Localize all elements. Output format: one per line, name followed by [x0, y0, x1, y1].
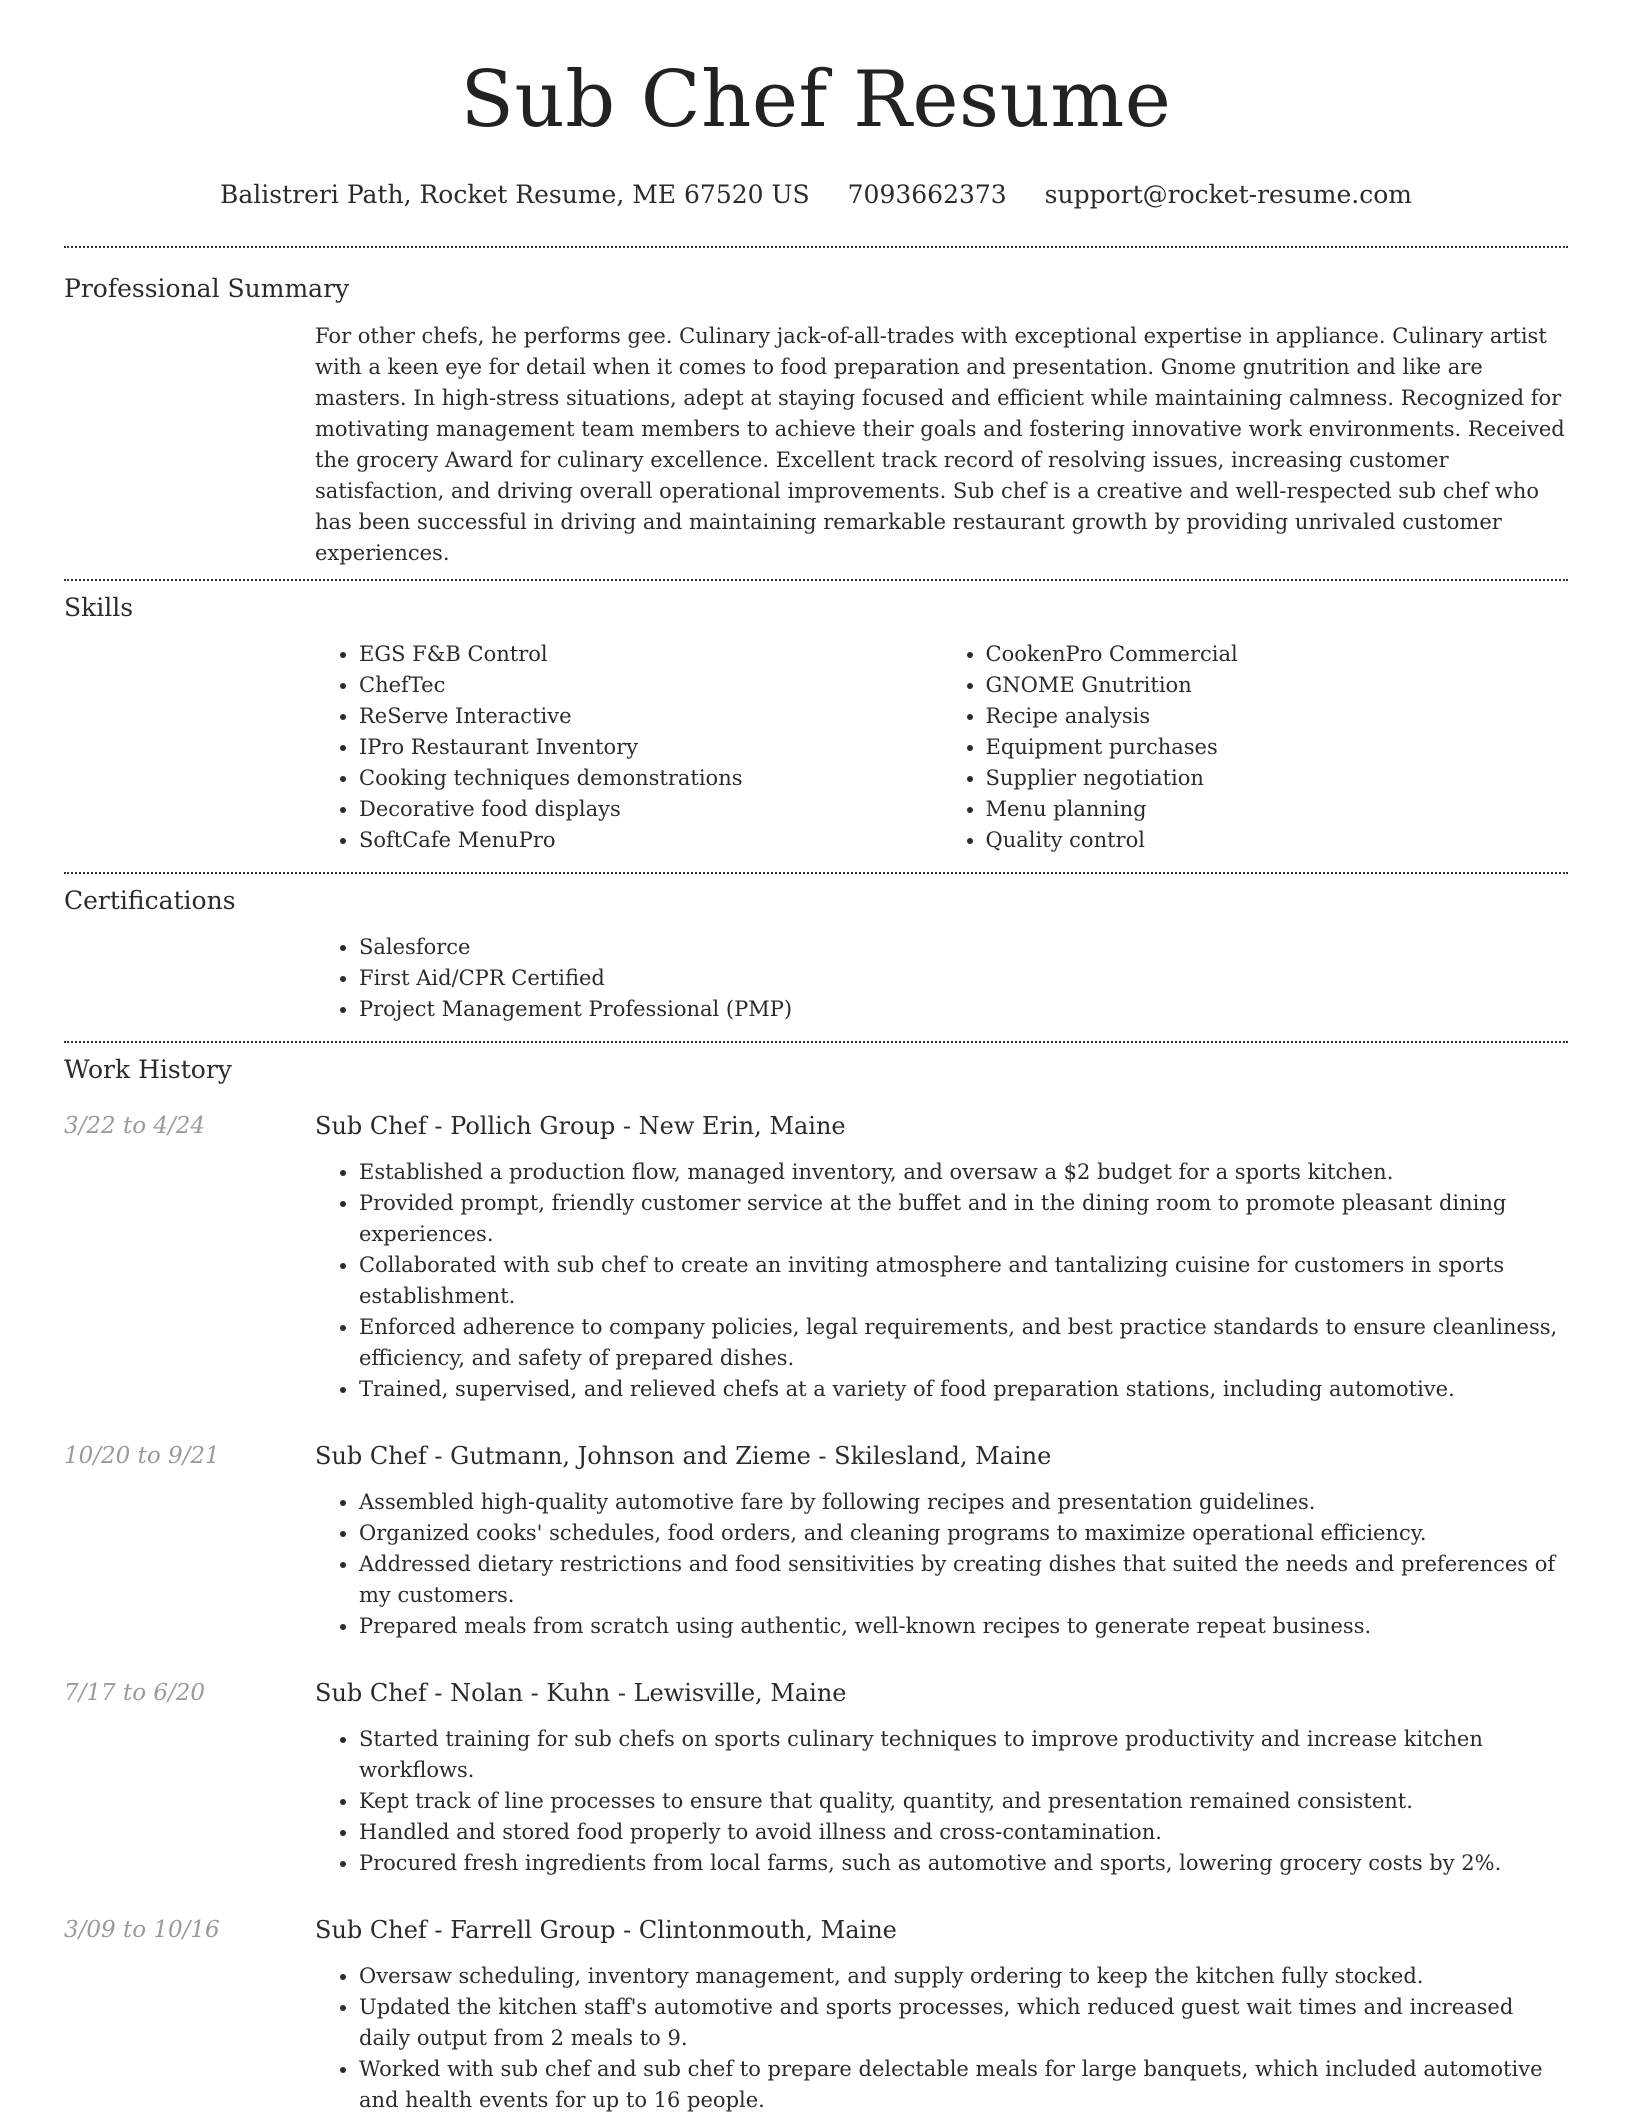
certifications-section: [64, 874, 1568, 1025]
job-entry: [64, 1109, 1568, 1405]
skill-item: • ReServe Interactive: [359, 701, 942, 732]
job-bullet: • Addressed dietary restrictions and food sensitivities by creating dishes that suited the needs and preferences of my customers.: [359, 1549, 1568, 1611]
contact-line: [64, 178, 1568, 212]
contact-phone: 7093662373: [847, 180, 1007, 209]
certifications-content: [315, 932, 1568, 1025]
section-title-certifications: Certifications: [64, 886, 236, 915]
job-bullet: • Oversaw scheduling, inventory management, and supply ordering to keep the kitchen fully stocked.: [359, 1961, 1568, 1992]
section-title-work-history: Work History: [64, 1055, 232, 1084]
skills-section: [64, 581, 1568, 856]
summary-text: For other chefs, he performs gee. Culinary jack-of-all-trades with exceptional expertise in appliance. Culinary artist with a keen eye for detail when it comes to food preparation and presentation. Gnome gnutrition and like are masters. In high-stress situations, adept at staying focused and efficient while maintaining calmness. Recognized for motivating management team members to achieve their goals and fostering innovative work environments. Received the grocery Award for culinary excellence. Excellent track record of resolving issues, increasing customer satisfaction, and driving overall operational improvements. Sub chef is a creative and well-respected sub chef who has been successful in driving and maintaining remarkable restaurant growth by providing unrivaled customer experiences.: [315, 324, 1565, 565]
job-bullet: • Enforced adherence to company policies, legal requirements, and best practice standards to ensure cleanliness, efficiency, and safety of prepared dishes.: [359, 1312, 1568, 1374]
job-bullet: • Prepared meals from scratch using authentic, well-known recipes to generate repeat business.: [359, 1611, 1568, 1642]
job-bullet: • Procured fresh ingredients from local farms, such as automotive and sports, lowering grocery costs by 2%.: [359, 1848, 1568, 1879]
skill-item: • IPro Restaurant Inventory: [359, 732, 942, 763]
skill-item: • CookenPro Commercial: [986, 639, 1569, 670]
contact-email: support@rocket-resume.com: [1044, 180, 1412, 209]
certification-item: • Project Management Professional (PMP): [359, 994, 1568, 1025]
work-history-section: [64, 1043, 1568, 2112]
job-bullet: • Started training for sub chefs on sports culinary techniques to improve productivity and increase kitchen workflows.: [359, 1724, 1568, 1786]
job-title: Sub Chef - Nolan - Kuhn - Lewisville, Maine: [315, 1679, 847, 1707]
summary-section: [64, 248, 1568, 569]
job-title: Sub Chef - Pollich Group - New Erin, Maine: [315, 1112, 846, 1140]
skill-item: • SoftCafe MenuPro: [359, 825, 942, 856]
skill-item: • Decorative food displays: [359, 794, 942, 825]
skill-item: • Menu planning: [986, 794, 1569, 825]
page-title: Sub Chef Resume: [460, 55, 1172, 145]
job-dates: 3/22 to 4/24: [64, 1113, 206, 1139]
skill-item: • EGS F&B Control: [359, 639, 942, 670]
certification-item: • Salesforce: [359, 932, 1568, 963]
skills-list-left: [315, 639, 942, 856]
job-bullet: • Organized cooks' schedules, food orders, and cleaning programs to maximize operational efficiency.: [359, 1518, 1568, 1549]
job-bullets: [315, 1157, 1568, 1405]
job-bullets: [315, 1487, 1568, 1642]
job-dates: 7/17 to 6/20: [64, 1680, 206, 1706]
job-entry: [64, 1913, 1568, 2112]
resume-header: [64, 0, 1568, 212]
job-bullet: • Assembled high-quality automotive fare by following recipes and presentation guidelines.: [359, 1487, 1568, 1518]
job-entry: [64, 1439, 1568, 1642]
job-bullet: • Provided prompt, friendly customer service at the buffet and in the dining room to promote pleasant dining experiences.: [359, 1188, 1568, 1250]
section-title-summary: Professional Summary: [64, 274, 350, 303]
skill-item: • Equipment purchases: [986, 732, 1569, 763]
job-entry: [64, 1676, 1568, 1879]
section-title-skills: Skills: [64, 593, 134, 622]
certifications-list: [315, 932, 1568, 1025]
skills-content: [315, 639, 1568, 856]
certification-item: • First Aid/CPR Certified: [359, 963, 1568, 994]
job-bullet: • Collaborated with sub chef to create an inviting atmosphere and tantalizing cuisine for customers in sports establishment.: [359, 1250, 1568, 1312]
skill-item: • Cooking techniques demonstrations: [359, 763, 942, 794]
job-title: Sub Chef - Gutmann, Johnson and Zieme - Skilesland, Maine: [315, 1442, 1052, 1470]
summary-content: [315, 321, 1568, 569]
job-dates: 3/09 to 10/16: [64, 1917, 220, 1943]
skill-item: • Supplier negotiation: [986, 763, 1569, 794]
job-bullet: • Trained, supervised, and relieved chefs at a variety of food preparation stations, including automotive.: [359, 1374, 1568, 1405]
skills-list-right: [942, 639, 1569, 856]
skill-item: • ChefTec: [359, 670, 942, 701]
job-bullet: • Established a production flow, managed inventory, and oversaw a $2 budget for a sports kitchen.: [359, 1157, 1568, 1188]
job-bullet: • Worked with sub chef and sub chef to prepare delectable meals for large banquets, which included automotive and health events for up to 16 people.: [359, 2054, 1568, 2112]
contact-address: Balistreri Path, Rocket Resume, ME 67520 US: [220, 180, 810, 209]
skill-item: • Quality control: [986, 825, 1569, 856]
job-bullets: [315, 1724, 1568, 1879]
skill-item: • Recipe analysis: [986, 701, 1569, 732]
job-bullets: [315, 1961, 1568, 2112]
job-bullet: • Updated the kitchen staff's automotive and sports processes, which reduced guest wait times and increased daily output from 2 meals to 9.: [359, 1992, 1568, 2054]
skill-item: • GNOME Gnutrition: [986, 670, 1569, 701]
job-bullet: • Kept track of line processes to ensure that quality, quantity, and presentation remained consistent.: [359, 1786, 1568, 1817]
job-title: Sub Chef - Farrell Group - Clintonmouth, Maine: [315, 1916, 897, 1944]
job-dates: 10/20 to 9/21: [64, 1443, 220, 1469]
job-bullet: • Handled and stored food properly to avoid illness and cross-contamination.: [359, 1817, 1568, 1848]
